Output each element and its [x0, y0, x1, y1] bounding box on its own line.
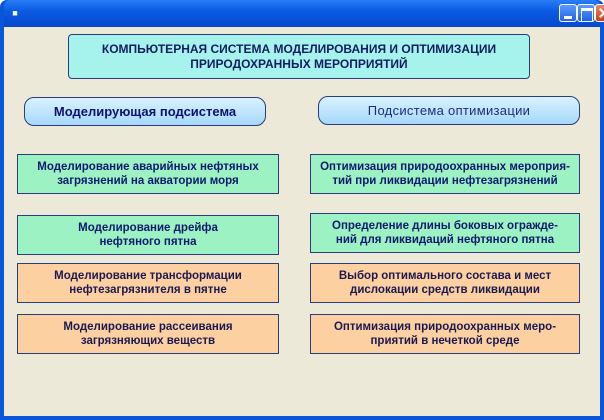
- optimization-subsystem-header[interactable]: [318, 96, 580, 125]
- pollutant-transformation-modeling-button[interactable]: [17, 263, 279, 303]
- oil-spill-modeling-button[interactable]: [17, 154, 279, 194]
- item-label-line-1: Моделирование рассеивания: [63, 321, 233, 333]
- modeling-subsystem-header[interactable]: [24, 97, 266, 126]
- item-label-line-2: загрязнений на акватории моря: [57, 175, 239, 187]
- title-bar[interactable]: [4, 0, 600, 27]
- item-label-line-1: Моделирование дрейфа: [78, 222, 218, 234]
- item-label-line-2: нефтезагрязнителя в пятне: [69, 284, 227, 296]
- main-title-line-1: КОМПЬЮТЕРНАЯ СИСТЕМА МОДЕЛИРОВАНИЯ И ОПТИМИЗАЦИИ: [101, 41, 497, 56]
- minimize-button[interactable]: [559, 4, 577, 22]
- boom-length-button[interactable]: [310, 213, 580, 253]
- item-label-line-1: Моделирование аварийных нефтяных: [37, 161, 259, 173]
- main-title-line-2: ПРИРОДОХРАННЫХ МЕРОПРИЯТИЙ: [190, 56, 408, 71]
- pollutant-dispersion-modeling-button[interactable]: [17, 314, 279, 354]
- item-label-line-2: дислокации средств ликвидации: [350, 284, 540, 296]
- item-label-line-2: загрязняющих веществ: [80, 335, 216, 347]
- optimization-subsystem-label: Подсистема оптимизации: [367, 103, 531, 118]
- close-button[interactable]: [595, 4, 604, 22]
- maximize-button[interactable]: [577, 4, 595, 22]
- main-title-panel: [68, 34, 530, 79]
- item-label-line-2: тий при ликвидации нефтезагрязнений: [332, 175, 558, 187]
- item-label-line-1: Определение длины боковых огражде-: [332, 220, 558, 232]
- form-client-area: [4, 27, 600, 416]
- response-means-selection-button[interactable]: [310, 263, 580, 303]
- fuzzy-optimization-button[interactable]: [310, 314, 580, 354]
- modeling-subsystem-label: Моделирующая подсистема: [53, 104, 237, 119]
- cleanup-optimization-button[interactable]: [310, 154, 580, 194]
- app-icon[interactable]: ■: [12, 8, 18, 18]
- item-label-line-2: нефтяного пятна: [99, 236, 197, 248]
- item-label-line-1: Оптимизация природоохранных мероприя-: [320, 161, 570, 173]
- item-label-line-2: приятий в нечеткой среде: [370, 335, 520, 347]
- item-label-line-2: ний для ликвидаций нефтяного пятна: [335, 234, 555, 246]
- item-label-line-1: Моделирование трансформации: [54, 270, 242, 282]
- item-label-line-1: Оптимизация природоохранных меро-: [333, 321, 557, 333]
- item-label-line-1: Выбор оптимального состава и мест: [338, 270, 552, 282]
- oil-drift-modeling-button[interactable]: [17, 215, 279, 255]
